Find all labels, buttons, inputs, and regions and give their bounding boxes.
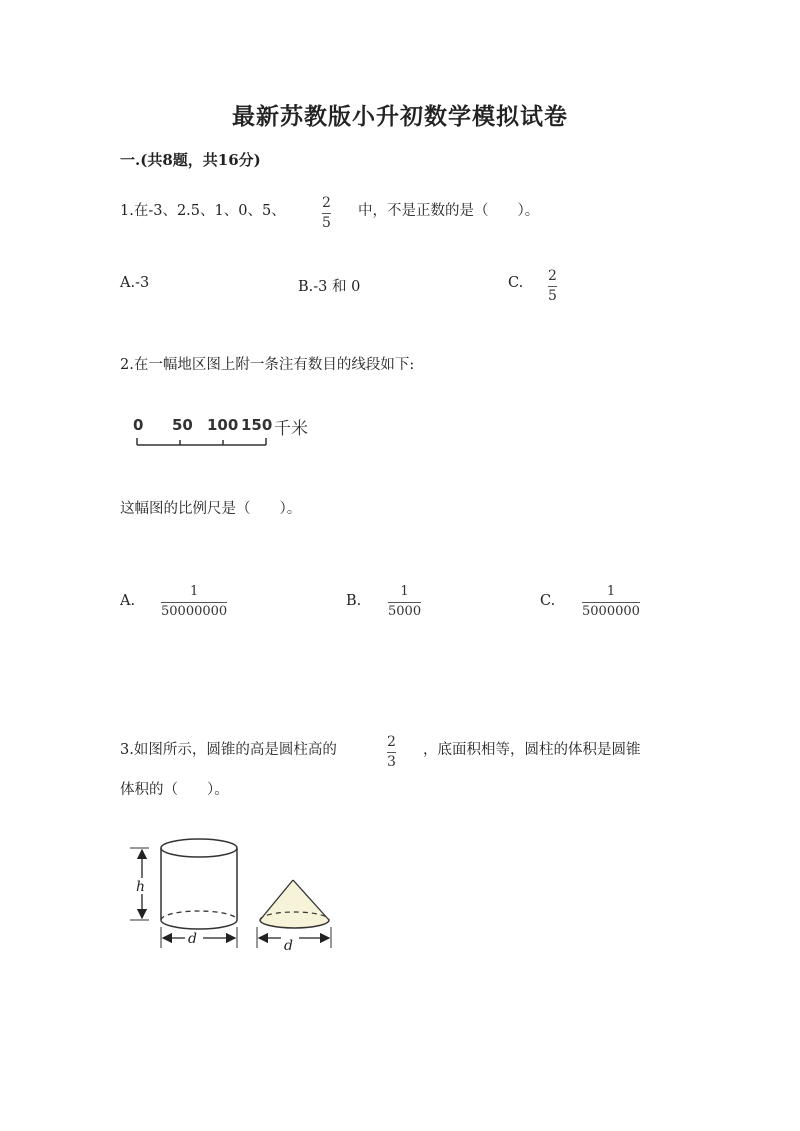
cylinder-diameter-arrow [161,927,237,948]
q3-text-after: ，底面积相等，圆柱的体积是圆锥 [423,742,641,758]
q1-text-before: 1.在-3、2.5、1、0、5、 [120,203,286,219]
cylinder-cone-figure [125,832,340,954]
q2-option-a-denominator: 50000000 [161,604,228,619]
q1-fraction-numerator: 2 [322,195,331,211]
q3-fraction-denominator: 3 [387,754,396,770]
q1-option-c-denominator: 5 [548,288,557,304]
cone-shape [260,880,329,928]
cone-fill [260,880,329,928]
q2-option-b-denominator: 5000 [388,604,422,619]
q3-text-line2: 体积的（ ）。 [120,782,229,798]
q2-option-b[interactable]: B. [346,593,362,609]
q2-option-a-fraction [161,584,227,620]
q1-text-after: 中，不是正数的是（ ）。 [358,203,540,219]
q2-option-b-fraction [388,584,421,620]
q1-option-c[interactable] [508,275,523,291]
q2-option-c-fraction [582,584,640,620]
q2-text: 2.在一幅地区图上附一条注有数目的线段如下: [120,357,415,373]
q2-option-a-numerator: 1 [189,584,199,599]
section-heading: 一.(共8题，共16分) [120,151,261,169]
scale-tick-0: 0 [133,416,144,434]
q3-text-before: 3.如图所示，圆锥的高是圆柱高的 [120,742,337,758]
q2-option-b-numerator: 1 [400,584,409,599]
q3-fraction-numerator: 2 [387,734,396,750]
q1-option-b-label: B. [298,279,314,295]
scale-unit: 千米 [274,419,308,439]
page-title: 最新苏教版小升初数学模拟试卷 [232,103,568,130]
q3-fraction [387,734,396,770]
q1-option-a[interactable] [120,275,149,291]
q1-option-b-text: -3 和 0 [313,279,361,295]
q1-option-a-text: -3 [135,275,150,291]
q1-option-c-label: C. [508,275,524,291]
q1-fraction-denominator: 5 [322,215,331,231]
cylinder-diameter-label: d [188,931,197,947]
cone-diameter-label: d [284,938,293,954]
q1-fraction [322,195,331,231]
q1-option-b[interactable] [298,275,360,296]
cylinder-shape [161,839,237,929]
q2-option-c-numerator: 1 [606,584,616,599]
q1-option-c-numerator: 2 [548,268,557,284]
q2-option-c-denominator: 5000000 [582,604,640,619]
q2-option-c[interactable]: C. [540,593,556,609]
scale-tick-50: 50 [172,416,193,434]
q2-option-a[interactable]: A. [120,593,136,609]
q1-option-a-label: A. [120,275,136,291]
q2-question: 这幅图的比例尺是（ ）。 [120,501,302,517]
cone-diameter-arrow [257,927,331,948]
scale-tick-150: 150 [241,416,273,434]
height-label: h [136,879,146,895]
q1-option-c-fraction [548,268,557,304]
scale-tick-100: 100 [207,416,239,434]
scale-line [130,436,280,450]
